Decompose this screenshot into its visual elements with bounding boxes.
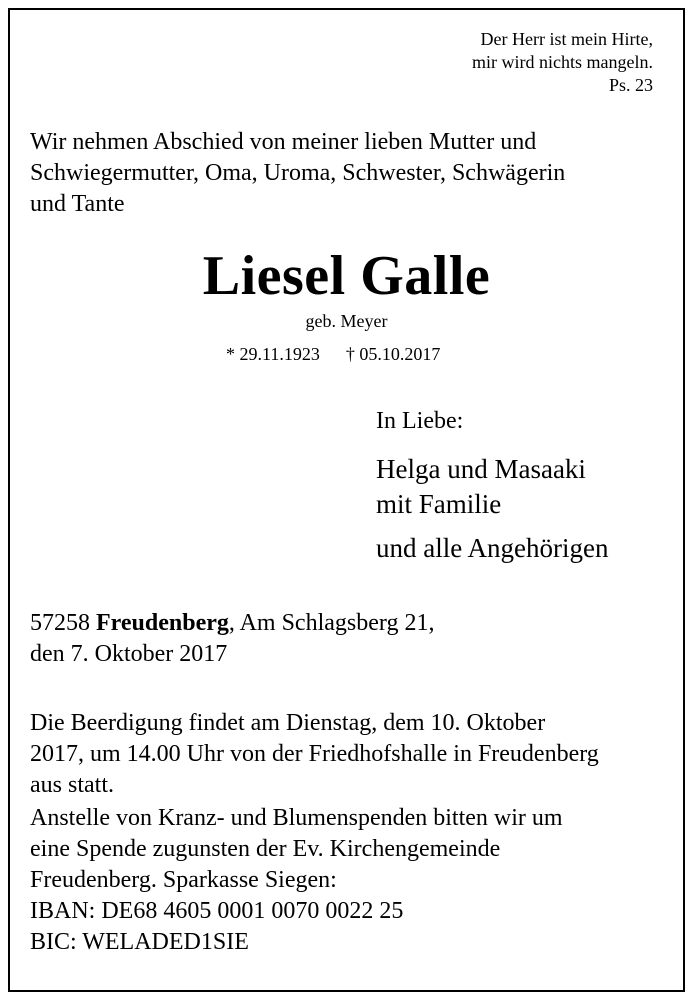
mourners-list xyxy=(376,452,608,566)
funeral-line-2: 2017, um 14.00 Uhr von der Friedhofshalle in Freudenberg xyxy=(30,741,599,767)
address-line xyxy=(30,608,434,639)
iban: IBAN: DE68 4605 0001 0070 0022 25 xyxy=(30,898,404,924)
birth-date: * 29.11.1923 xyxy=(226,344,320,364)
funeral-line-3: aus statt. xyxy=(30,772,114,798)
intro-line-1: Wir nehmen Abschied von meiner lieben Mutter und xyxy=(30,129,537,155)
intro-line-3: und Tante xyxy=(30,191,125,217)
birth-name: geb. Meyer xyxy=(305,311,388,331)
city: Freudenberg xyxy=(96,610,229,636)
deceased-name: Liesel Galle xyxy=(202,245,491,307)
donation-line-2: eine Spende zugunsten der Ev. Kirchengemeinde xyxy=(30,836,501,862)
psalm-reference: Ps. 23 xyxy=(608,75,653,95)
donation-line-1: Anstelle von Kranz- und Blumenspenden bitten wir um xyxy=(30,805,563,831)
mourners-line-3: und alle Angehörigen xyxy=(376,533,609,563)
intro-text xyxy=(30,127,650,220)
psalm-line-1: Der Herr ist mein Hirte, xyxy=(480,29,653,49)
life-dates xyxy=(226,343,440,365)
address-block xyxy=(30,608,434,670)
psalm-line-2: mir wird nichts mangeln. xyxy=(472,52,653,72)
mourners-heading: In Liebe: xyxy=(376,408,464,434)
death-date: † 05.10.2017 xyxy=(345,344,441,364)
funeral-line-1: Die Beerdigung findet am Dienstag, dem 10. Oktober xyxy=(30,710,546,736)
funeral-info xyxy=(30,708,670,958)
street: , Am Schlagsberg 21, xyxy=(228,610,435,636)
bic: BIC: WELADED1SIE xyxy=(30,929,249,955)
psalm-quote xyxy=(472,28,653,97)
mourners-line-2: mit Familie xyxy=(376,489,502,519)
postal-code: 57258 xyxy=(30,610,90,636)
donation-line-3: Freudenberg. Sparkasse Siegen: xyxy=(30,867,337,893)
mourners-line-1: Helga und Masaaki xyxy=(376,454,586,484)
intro-line-2: Schwiegermutter, Oma, Uroma, Schwester, Schwägerin xyxy=(30,160,566,186)
date-line: den 7. Oktober 2017 xyxy=(30,641,228,667)
